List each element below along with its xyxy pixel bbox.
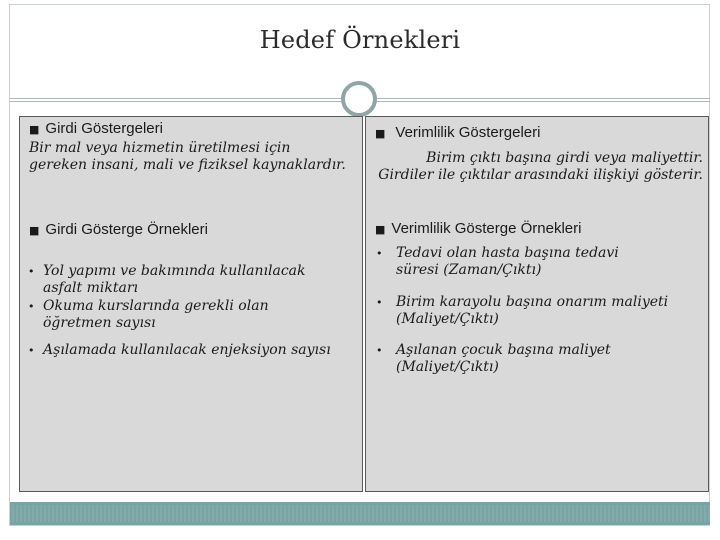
left-example-item: Okuma kurslarında gerekli olan öğretmen sayısı bbox=[43, 298, 269, 331]
round-bullet-icon: • bbox=[28, 344, 35, 357]
right-heading-efficiency-indicators bbox=[375, 124, 540, 141]
right-example-item: Tedavi olan hasta başına tedavi süresi (Zaman/Çıktı) bbox=[396, 245, 619, 278]
right-panel bbox=[365, 116, 709, 492]
right-definition bbox=[373, 150, 703, 184]
right-heading1-label: Verimlilik Göstergeleri bbox=[395, 124, 541, 141]
divider-circle-ornament bbox=[341, 81, 377, 117]
round-bullet-icon: • bbox=[376, 247, 383, 260]
round-bullet-icon: • bbox=[376, 344, 383, 357]
right-definition-text: Birim çıktı başına girdi veya maliyettir. Girdiler ile çıktılar arasındaki ilişkiyi gösterir. bbox=[378, 150, 703, 183]
right-example-item: Birim karayolu başına onarım maliyeti (Maliyet/Çıktı) bbox=[396, 294, 669, 327]
round-bullet-icon: • bbox=[28, 300, 35, 313]
square-bullet-icon: ■ bbox=[29, 123, 40, 136]
left-heading1-label: Girdi Göstergeleri bbox=[45, 120, 163, 137]
right-example-item: Aşılanan çocuk başına maliyet (Maliyet/Çıktı) bbox=[396, 342, 611, 375]
left-heading-input-indicators bbox=[29, 120, 163, 137]
right-heading-efficiency-examples bbox=[375, 220, 581, 237]
round-bullet-icon: • bbox=[376, 296, 383, 309]
left-definition-text: Bir mal veya hizmetin üretilmesi için gereken insani, mali ve fiziksel kaynaklardır. bbox=[29, 140, 346, 173]
round-bullet-icon: • bbox=[28, 265, 35, 278]
left-heading2-label: Girdi Gösterge Örnekleri bbox=[45, 221, 208, 238]
slide-title: Hedef Örnekleri bbox=[259, 26, 461, 54]
left-panel bbox=[19, 116, 363, 492]
right-heading2-label: Verimlilik Gösterge Örnekleri bbox=[391, 220, 582, 237]
square-bullet-icon: ■ bbox=[29, 224, 40, 237]
left-example-item: Aşılamada kullanılacak enjeksiyon sayısı bbox=[43, 342, 331, 358]
left-heading-input-examples bbox=[29, 221, 208, 238]
footer-bar-texture bbox=[10, 505, 710, 522]
square-bullet-icon: ■ bbox=[375, 223, 386, 236]
left-example-item: Yol yapımı ve bakımında kullanılacak asfalt miktarı bbox=[43, 263, 306, 296]
left-definition bbox=[29, 140, 347, 174]
square-bullet-icon: ■ bbox=[375, 127, 386, 140]
